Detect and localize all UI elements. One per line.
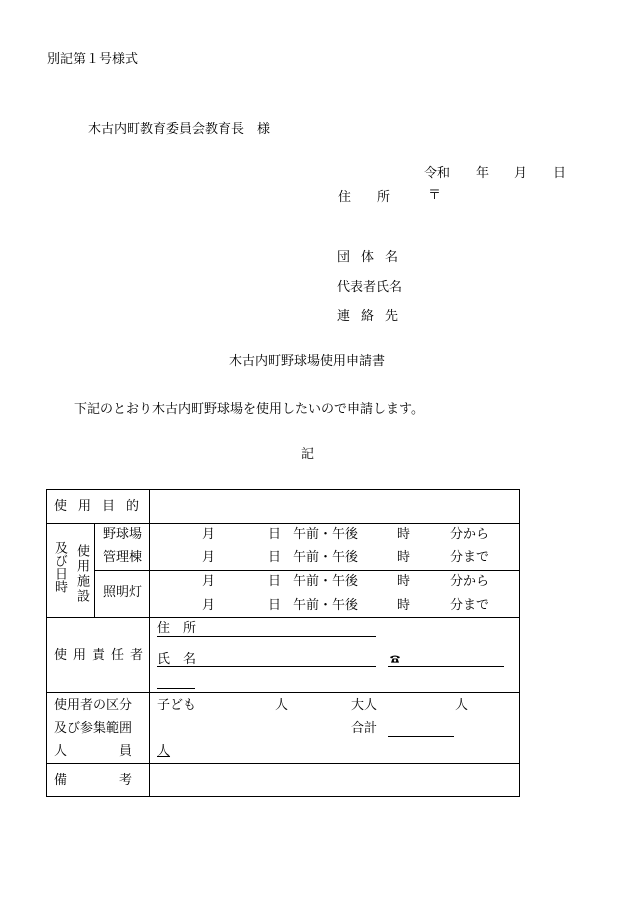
facility-baseball: 野球場 (103, 527, 143, 542)
remarks-label: 備 考 (54, 773, 133, 788)
document-title: 木古内町野球場使用申請書 (229, 354, 386, 369)
ki-heading: 記 (301, 447, 315, 462)
intro-text: 下記のとおり木古内町野球場を使用したいので申請します。 (74, 402, 424, 417)
org-name-label: 団体名 (337, 250, 410, 265)
responsible-label: 使用責任者 (54, 648, 150, 663)
responsible-name-label: 氏 名 (157, 652, 197, 667)
responsible-name-line (157, 666, 376, 667)
children-label: 子ども (157, 698, 197, 713)
address-label: 住 所 (338, 190, 391, 205)
date-month: 月 (514, 166, 528, 181)
representative-label: 代表者氏名 (337, 280, 403, 295)
responsible-address-line (157, 636, 376, 637)
children-unit: 人 (275, 698, 289, 713)
contact-label: 連絡先 (337, 309, 410, 324)
total-line (388, 736, 454, 737)
postal-mark: 〒 (428, 188, 442, 203)
total-label: 合計 (351, 721, 378, 736)
category-label-3: 人 員 (54, 744, 133, 759)
facility-lighting: 照明灯 (103, 585, 143, 600)
facility-label-col2: 使用施設 (74, 544, 89, 604)
facility-management: 管理棟 (103, 550, 143, 565)
facility-label-col1: 及び日時 (52, 541, 67, 593)
form-number: 別記第１号様式 (47, 52, 139, 67)
responsible-address-label: 住 所 (157, 621, 197, 636)
category-label-2: 及び参集範囲 (54, 721, 133, 736)
purpose-label: 使用目的 (54, 499, 151, 514)
adults-unit: 人 (455, 698, 469, 713)
adults-label: 大人 (351, 698, 378, 713)
extra-line (157, 688, 195, 689)
date-year: 年 (476, 166, 490, 181)
date-day: 日 (553, 166, 567, 181)
category-label: 使用者の区分 (54, 698, 133, 713)
date-era: 令和 (424, 166, 451, 181)
total-unit: 人 (157, 744, 171, 759)
phone-line (388, 666, 504, 667)
addressee: 木古内町教育委員会教育長 様 (88, 122, 271, 137)
telephone-icon (390, 655, 400, 663)
